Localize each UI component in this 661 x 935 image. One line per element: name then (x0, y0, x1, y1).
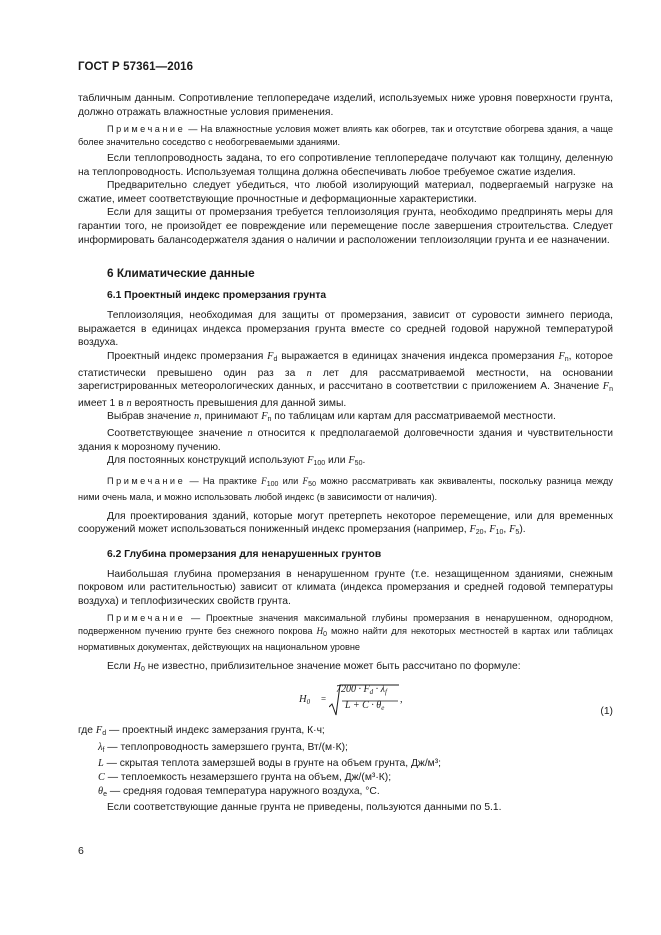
note (78, 123, 613, 148)
definition-item: L — скрытая теплота замерзшей воды в грунте на объем грунта, Дж/м³; (98, 758, 442, 770)
definition-item: $\theta_e$ — средняя годовая температура наружного воздуха, °С. (98, 785, 380, 798)
page-number: 6 (78, 845, 84, 857)
note-label: Примечание (107, 613, 186, 624)
paragraph: Предварительно следует убедиться, что любой изолирующий материал, подвергаемый нагрузке на сжатие, имеет соответствующие прочностные и деформационные характеристики. (78, 180, 613, 205)
formula-denominator: $L + C \cdot \theta_e$ (345, 700, 385, 713)
paragraph: Соответствующее значение n относится к предполагаемой долговечности здания и чувствительности здания к морозному пучению. (78, 427, 613, 453)
definition-item: C — теплоемкость незамерзшего грунта на объем, Дж/(м³·К); (98, 772, 392, 784)
paragraph: Выбрав значение n, принимают $F_n$ по таблицам или картам для рассматриваемой местности. (107, 411, 556, 424)
definition-item: где $F_d$ — проектный индекс замерзания грунта, К·ч; (78, 725, 325, 738)
subsection-heading: 6.2 Глубина промерзания для ненарушенных грунтов (107, 548, 382, 560)
subsection-heading: 6.1 Проектный индекс промерзания грунта (107, 290, 327, 302)
section-heading: 6 Климатические данные (107, 266, 255, 281)
definition-item: $\lambda_f$ — теплопроводность замерзшего грунта, Вт/(м·К); (98, 741, 348, 754)
note-label: Примечание (107, 475, 186, 486)
formula-numerator: $7200 \cdot F_d \cdot \lambda_f$ (336, 684, 387, 697)
paragraph: Если соответствующие данные грунта не приведены, пользуются данными по 5.1. (107, 802, 502, 814)
paragraph: Наибольшая глубина промерзания в ненарушенном грунте (т.е. незащищенном зданиями, снежным покровом или растительностью) зависит от климата (индекса промерзания и средней годовой температуры воздуха) и теплофизических свойств грунта. (78, 568, 613, 607)
formula: $H_0$ = $7200 \cdot F_d \cdot \lambda_f$ $L + C \cdot \theta_e$ , (1) (299, 684, 613, 718)
note: Примечание — На практике $F_{100}$ или $F_{50}$ можно рассматривать как эквиваленты, поскольку разница между ними очень мала, и можно использовать любой индекс (в зависимости от наличия). (78, 475, 613, 503)
paragraph: Теплоизоляция, необходимая для защиты от промерзания, зависит от суровости зимнего периода, выражается в единицах индекса промерзания грунта вместе со средней годовой наружной температурой воздуха. (78, 310, 613, 349)
formula-number: (1) (600, 706, 613, 718)
page-content (78, 92, 613, 815)
formula-equals: = (321, 694, 327, 705)
note-label: Примечание (107, 124, 186, 135)
paragraph: Если для защиты от промерзания требуется теплоизоляция грунта, необходимо предпринять меры для гарантии того, не произойдет ее повреждение или перемещение после завершения строительства. Следует информировать балансодержателя здания о наличии и расположении теплоизоляции грунта и ее назначении. (78, 207, 613, 246)
paragraph: Для постоянных конструкций используют $F_{100}$ или $F_{50}$. (107, 455, 366, 468)
paragraph: Проектный индекс промерзания $F_d$ выражается в единицах значения индекса промерзания $F_n$, которое статистически превышено один раз за n лет для рассматриваемой местности, на основании зарегистрированных метеорологических данных, и рассчитано в соответствии с приложением А. Значение $F_n$ имеет 1 в n вероятность превышения для данной зимы. (78, 350, 614, 409)
note-text: — На влажностные условия может влиять как обогрев, так и отсутствие обогрева здания, а чаще более значительно соседство с необогреваемыми зданиями. (78, 124, 613, 147)
paragraph: Для проектирования зданий, которые могут претерпеть некоторое перемещение, или для временных сооружений может использоваться пониженный индекс промерзания (например, $F_{20}$, $F_{10}$, $F_5$). (78, 510, 613, 537)
definitions-list (78, 724, 613, 815)
paragraph: табличным данным. Сопротивление теплопередаче изделий, используемых ниже уровня поверхности грунта, должно отражать влажностные условия применения. (78, 93, 613, 118)
note: Примечание — Проектные значения максимальной глубины промерзания в ненарушенном, однородном, подверженном пучению грунте без снежного покрова $H_0$ можно найти для некоторых местностей в картах или таблицах нормативных документах, действующих на национальном уровне (78, 613, 614, 653)
paragraph: Если теплопроводность задана, то его сопротивление теплопередаче получают как толщину, деленную на теплопроводность. Используемая толщина должна обеспечивать любое требуемое сжатие изделия. (78, 153, 613, 178)
formula-lhs: $H_0$ (299, 694, 311, 707)
paragraph: Если $H_0$ не известно, приблизительное значение может быть рассчитано по формуле: (107, 660, 521, 673)
document-header: ГОСТ Р 57361—2016 (78, 61, 194, 73)
